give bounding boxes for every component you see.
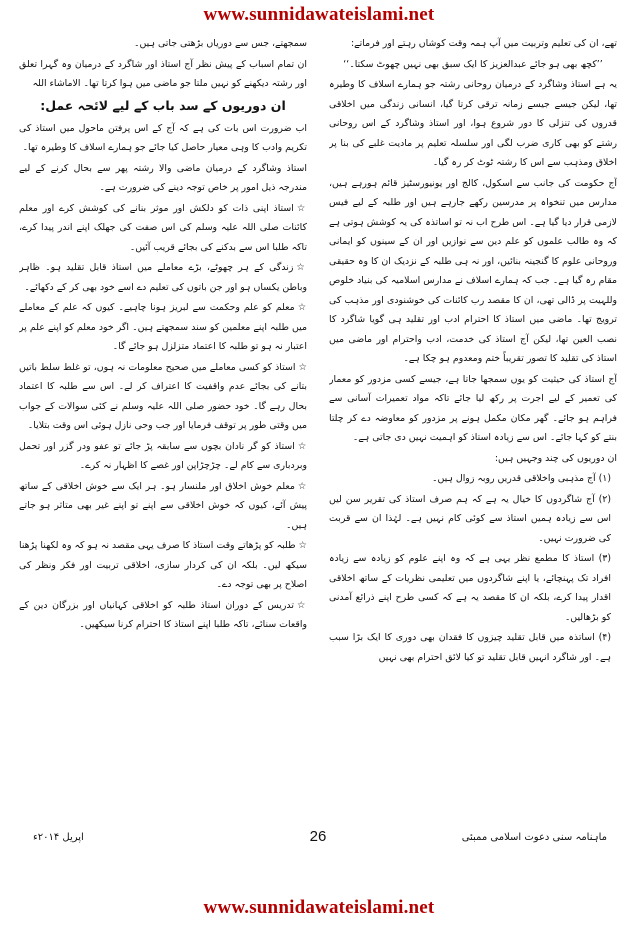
column-right (329, 34, 617, 820)
paragraph: اب ضرورت اس بات کی ہے کہ آج کے اس پرفتن ماحول میں استاذ کی تکریم وادب کا وہی معیار حاصل کیا جائے جو ہمارے اسلاف کا وطیرہ تھا۔ (19, 122, 307, 153)
bullet-text: استاذ کو کسی معاملے میں صحیح معلومات نہ ہوں، تو غلط سلط باتیں بتانے کی بجائے عدم واقفیت کا اعتراف کر لے۔ اس سے طلبہ کا اعتماد بحال رہے گا۔ خود حضور صلی اللہ علیہ وسلم نے کئی سوالات کے جواب میں وقتی طور پر توقف فرمایا اور جب وحی نازل ہوئی اس وقت بتلایا۔ (19, 361, 307, 431)
bullet-item (19, 536, 307, 595)
paragraph: سمجھتے، جس سے دوریاں بڑھتی جاتی ہیں۔ (134, 38, 307, 49)
star-icon: ☆ (297, 480, 307, 492)
bullet-text: تدریس کے دوران استاذ طلبہ کو اخلاقی کہانیاں اور بزرگان دین کے واقعات سنائے، تاکہ طلبا اپنے استاذ کا احترام کرنا سیکھیں۔ (19, 599, 307, 630)
page-footer (19, 828, 617, 852)
bullet-item (19, 258, 307, 297)
column-left (19, 34, 307, 820)
star-icon: ☆ (297, 302, 307, 313)
paragraph: آج استاذ کی حیثیت کو یوں سمجھا جاتا ہے، جیسے کسی مزدور کو معمار کی تعمیر کے لیے اجرت پر رکھ لیا جائے تاکہ مواد تعمیرات آسانی سے فراہم ہو جائے۔ گھر مکان مکمل ہونے پر مزدور کو معاوضہ دے کر چلتا بنتے کو کہا جائے۔ اس سے زیادہ استاذ کو اہمیت نہیں دی جاتی ہے۔ (329, 373, 617, 443)
star-icon: ☆ (298, 361, 307, 373)
bullet-item (19, 437, 307, 476)
list-item: (۴) اساتذہ میں قابل تقلید چیزوں کا فقدان بھی دوری کا ایک بڑا سبب ہے۔ اور شاگرد انہیں قابل تقلید تو کیا لائق احترام بھی نہیں (329, 632, 611, 663)
bullet-text: استاذ کو گر نادان بچوں سے سابقہ پڑ جائے تو عفو ودر گزر اور تحمل وبردباری سے کام لے۔ چڑچڑاپن اور غصے کا اظہار نہ کرے۔ (19, 440, 307, 471)
list-item: (۱) آج مذہبی واخلاقی قدریں روبہ زوال ہیں۔ (431, 473, 611, 484)
star-icon: ☆ (298, 540, 307, 551)
star-icon: ☆ (297, 440, 307, 452)
paragraph: یہ ہے استاذ وشاگرد کے درمیان روحانی رشتہ جو ہمارے اسلاف کا وطیرہ تھا، لیکن جیسے جیسے زمانہ ترقی کرتا گیا، انسانی زندگی میں اخلاقی قدروں کی تنزلی کا دور شروع ہوا، اور استاذ وشاگرد کے اس روحانی رشتے کو بھی کاری ضرب لگی اور سلسلہ تعلیم پر مادیت غلبے کی بنا پر اخلاق ومذہب سے اس کا رشتہ ٹوٹ کر رہ گیا۔ (329, 79, 617, 168)
paragraph: ان دوریوں کی چند وجہیں ہیں: (494, 452, 617, 464)
list-item: (۲) آج شاگردوں کا خیال یہ ہے کہ ہم صرف استاذ کی تقریر سن لیں اس سے زیادہ ہمیں استاذ سے کوئی کام نہیں ہے۔ لہٰذا ان سے قربت کی ضرورت نہیں۔ (329, 493, 611, 544)
bullet-text: معلم کو علم وحکمت سے لبریز ہونا چاہیے۔ کیوں کہ علم کے معاملے میں طلبہ اپنے معلمین کو سند سمجھتے ہیں۔ اگر خود معلم کو اپنے علم پر اعتبار نہ ہو تو طلبہ کا اعتماد متزلزل ہو جائے گا۔ (19, 302, 307, 352)
bullet-text: زندگی کے ہر چھوٹے، بڑے معاملے میں استاذ قابل تقلید ہو۔ ظاہر وباطن یکساں ہو اور جن باتوں کی تعلیم دے اسے خود بھی کر کے دکھائے۔ (19, 262, 307, 293)
star-icon: ☆ (296, 262, 307, 273)
bullet-item (19, 596, 307, 635)
quote: ’’کچھ بھی ہو جائے عبدالعزیز کا ایک سبق بھی نہیں چھوٹ سکتا۔‘‘ (343, 58, 603, 70)
paragraph: استاذ وشاگرد کے درمیان ماضی والا رشتہ پھر سے بحال کرنے کے لیے مندرجہ ذیل امور پر خاص توجہ دینے کی ضرورت ہے۔ (19, 162, 307, 193)
paragraph: آج حکومت کی جانب سے اسکول، کالج اور یونیورسٹیز قائم ہورہے ہیں، مدارس میں تنخواہ پر مدرسین رکھے جارہے ہیں اور طلبہ کے لیے فیس لازمی قرار دیا گیا ہے۔ اس طرح اب نہ تو اساتذہ کی یہ کوشش ہوتی ہے کہ وہ طالب علموں کو علم دین سے نوازیں اور ان کے سینوں کو ایمانی وروحانی علوم کا گنجینہ بنائیں، اور نہ ہی طلبہ کے نزدیک ان کا وہ حقیقی مقام رہ گیا ہے۔ جب کہ ہمارے اسلاف نے مدارس اسلامیہ کی بنیاد خلوص وللہیت پر ڈالی تھی، ان کا مقصد رب کائنات کی خوشنودی اور مذہب کی ترویج تھا۔ ماضی میں استاذ کا احترام ادب اور تقلید ہی گویا شاگرد کا نصب العین تھا، لیکن آج استاذ کی خدمت، ادب واحترام اور ماضی میں استاذ کی تقلید کا تصور تقریباً ختم ومعدوم ہو چکا ہے۔ (329, 177, 617, 364)
bullet-item (19, 199, 307, 258)
star-icon: ☆ (296, 202, 307, 214)
magazine-name: ماہنامہ سنی دعوت اسلامی ممبئی (461, 832, 607, 843)
bullet-text: استاذ اپنی ذات کو دلکش اور موثر بنانے کی کوشش کرے اور معلم کائنات صلی اللہ علیہ وسلم کی اس صفت کی جھلک اپنے اندر پیدا کرے، تاکہ طلبا اس سے بدکنے کی بجائے قریب آئیں۔ (19, 202, 307, 253)
bullet-text: معلم خوش اخلاق اور ملنسار ہو۔ ہر ایک سے خوش اخلاقی کے ساتھ پیش آئے، کیوں کہ خوش اخلاقی سے اپنے تو اپنے غیر بھی متاثر ہو جاتے ہیں۔ (19, 480, 307, 531)
bullet-item (19, 358, 307, 436)
paragraph: ان تمام اسباب کے پیش نظر آج استاذ اور شاگرد کے درمیان وہ گہرا تعلق اور رشتہ دیکھنے کو نہیں ملتا جو ماضی میں ہوا کرتا تھا۔ الاماشاء اللہ (19, 58, 307, 89)
issue-date: اپریل ۲۰۱۴ء (33, 832, 84, 843)
star-icon: ☆ (296, 599, 307, 611)
bullet-item (19, 477, 307, 536)
paragraph: تھے، ان کی تعلیم وتربیت میں آپ ہمہ وقت کوشاں رہتے اور فرماتے: (351, 38, 617, 49)
list-item: (۳) استاذ کا مطمع نظر یہی ہے کہ وہ اپنے علوم کو زیادہ سے زیادہ افراد تک پہنچائے، یا اپنے شاگردوں میں تعلیمی نظریات کے ساتھ اخلاقی اقدار پیدا کرے، بلکہ ان کا مقصد یہ ہے کہ کسی طرح اپنے ذرائع آمدنی کو بڑھالیں۔ (329, 553, 611, 623)
site-url-bottom[interactable]: www.sunnidawateislami.net (203, 897, 435, 918)
bullet-item (19, 298, 307, 357)
bullet-text: طلبہ کو پڑھاتے وقت استاذ کا صرف یہی مقصد نہ ہو کہ وہ لکھنا پڑھنا سیکھ لیں۔ بلکہ ان کی کردار سازی، اخلاقی تربیت اور فکر ونظر کی اصلاح پر بھی توجہ دے۔ (19, 540, 307, 590)
magazine-page (19, 34, 617, 820)
section-heading: ان دوریوں کے سد باب کے لیے لائحہ عمل: (40, 97, 286, 113)
site-url-top[interactable]: www.sunnidawateislami.net (203, 4, 435, 25)
page-number: 26 (309, 828, 327, 845)
